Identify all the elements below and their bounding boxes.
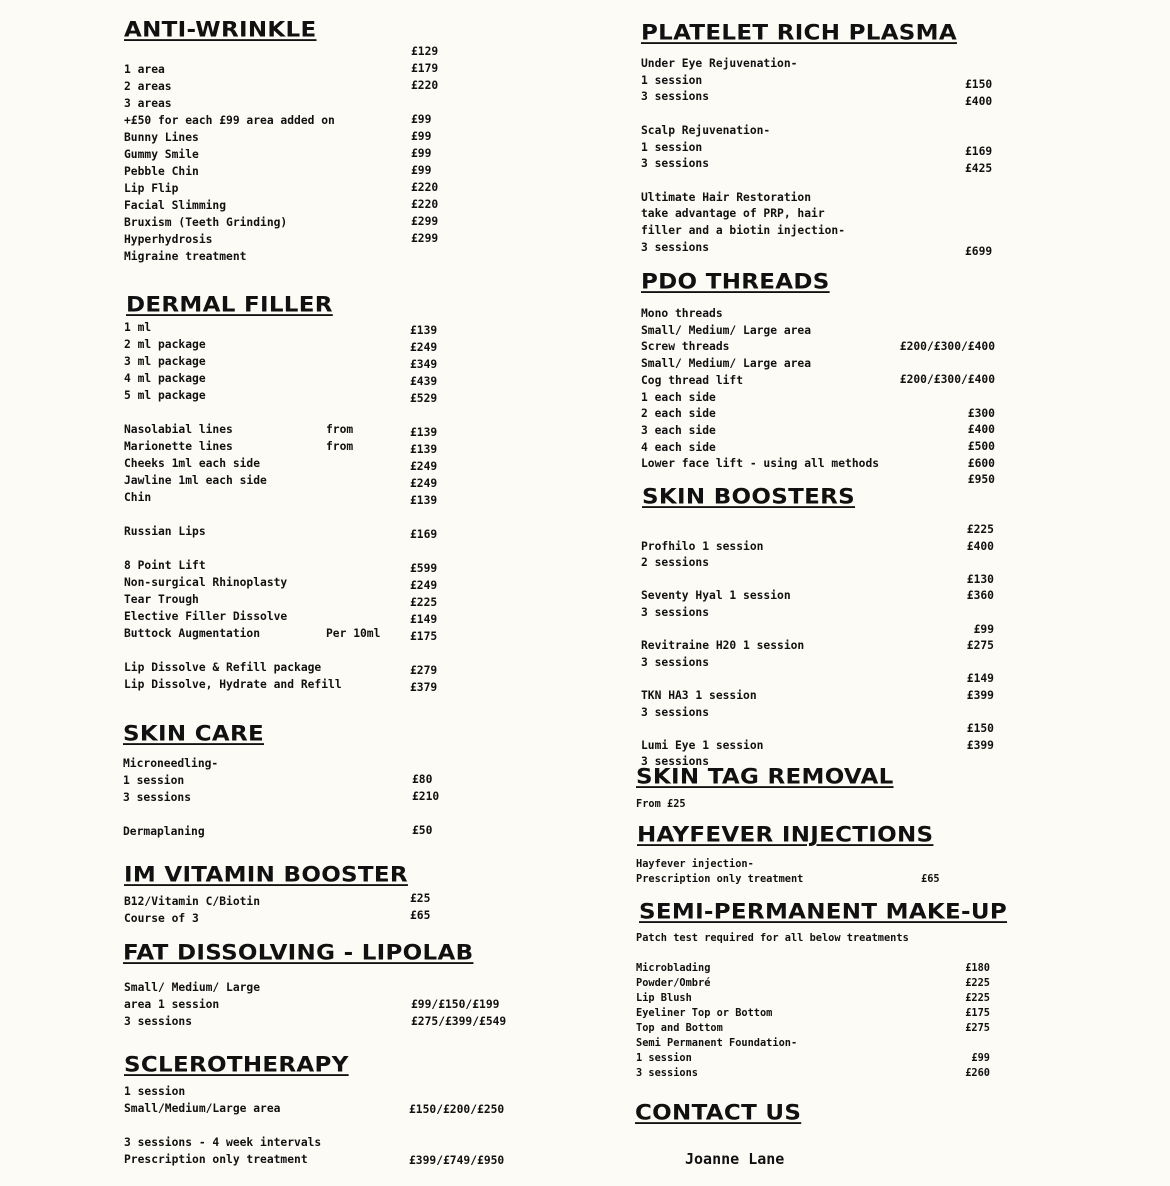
price-list: £139 £249 £349 £439 £529 £139 £139 £249 £249 £139 £169 £599 £249 £225 £149 £175 £279 £379 — [410, 324, 438, 694]
treatment-list: Small/ Medium/ Large area 1 session 3 sessions — [124, 981, 261, 1028]
section-title: SKIN CARE — [123, 722, 265, 746]
price-under-eye-3: £400 — [965, 95, 993, 108]
skin-tag-price: From £25 — [636, 798, 686, 810]
price-list: £200/£300/£400 £200/£300/£400 £300 £400 £500 £600 £950 — [899, 339, 995, 487]
section-title: ANTI-WRINKLE — [124, 18, 317, 42]
section-title: FAT DISSOLVING - LIPOLAB — [123, 941, 474, 965]
treatment-list: 1 session Small/Medium/Large area 3 sessions - 4 week intervals Prescription only treatment — [124, 1085, 322, 1166]
price-under-eye-1: £150 — [965, 78, 993, 91]
price-list: £129 £179 £220 £99 £99 £99 £99 £220 £220 £299 £299 — [411, 45, 439, 245]
price-list: £99/£150/£199 £275/£399/£549 — [411, 998, 507, 1028]
treatment-list: Hayfever injection- Prescription only treatment — [636, 858, 804, 885]
price-scalp-3: £425 — [965, 162, 993, 175]
section-title: SCLEROTHERAPY — [124, 1053, 349, 1077]
qualifier-list: from from Per 10ml — [326, 423, 381, 640]
price-list: £225 £400 £130 £360 £99 £275 £149 £399 £150 £399 — [966, 523, 994, 752]
treatment-list: Profhilo 1 session 2 sessions Seventy Hyal 1 session 3 sessions Revitraine H20 1 session 3 sessions TKN HA3 1 session 3 sessions Lumi Eye 1 session 3 sessions — [641, 539, 805, 769]
price-hair-restoration: £699 — [965, 245, 993, 258]
section-title: CONTACT US — [635, 1101, 802, 1125]
section-title: IM VITAMIN BOOSTER — [124, 863, 408, 887]
price: £65 — [921, 873, 940, 885]
treatment-list: B12/Vitamin C/Biotin Course of 3 — [124, 895, 261, 925]
price-list: £80 £210 £50 — [412, 773, 440, 837]
treatment-list: Mono threads Small/ Medium/ Large area Screw threads Small/ Medium/ Large area Cog thread lift 1 each side 2 each side 3 each side 4 each side Lower face lift - using all methods — [641, 307, 880, 471]
section-title: SKIN BOOSTERS — [642, 485, 855, 509]
price-list: £180 £225 £225 £175 £275 £99 £260 — [965, 962, 990, 1079]
section-title: SKIN TAG REMOVAL — [636, 765, 894, 789]
section-title: PLATELET RICH PLASMA — [641, 21, 957, 45]
price-list: £25 £65 — [410, 892, 431, 922]
treatment-list: Microblading Powder/Ombré Lip Blush Eyeliner Top or Bottom Top and Bottom Semi Permanent Foundation- 1 session 3 sessions — [636, 962, 798, 1079]
treatment-list: Under Eye Rejuvenation- 1 session 3 sessions Scalp Rejuvenation- 1 session 3 sessions Ultimate Hair Restoration take advantage of PRP, hair filler and a biotin injection- 3 sessions — [641, 57, 846, 254]
section-title: HAYFEVER INJECTIONS — [637, 823, 934, 847]
contact-name: Joanne Lane — [685, 1150, 785, 1168]
price-scalp-1: £169 — [965, 145, 993, 158]
patch-test-note: Patch test required for all below treatments — [636, 932, 909, 944]
section-title: PDO THREADS — [641, 270, 830, 294]
treatment-list: Microneedling- 1 session 3 sessions Dermaplaning — [123, 757, 219, 838]
price-list: £150/£200/£250 £399/£749/£950 — [409, 1103, 505, 1167]
section-title: DERMAL FILLER — [126, 293, 333, 317]
treatment-list: 1 area 2 areas 3 areas +£50 for each £99 area added on Bunny Lines Gummy Smile Pebble Chin Lip Flip Facial Slimming Bruxism (Teeth Grinding) Hyperhydrosis Migraine treatment — [124, 63, 335, 263]
treatment-list: 1 ml 2 ml package 3 ml package 4 ml package 5 ml package Nasolabial lines Marionette lines Cheeks 1ml each side Jawline 1ml each side Chin Russian Lips 8 Point Lift Non-surgical Rhinoplasty Tear Trough Elective Filler Dissolve Buttock Augmentation Lip Dissolve & Refill package Lip Dissolve, Hydrate and Refill — [124, 321, 342, 691]
section-title: SEMI-PERMANENT MAKE-UP — [639, 900, 1008, 924]
